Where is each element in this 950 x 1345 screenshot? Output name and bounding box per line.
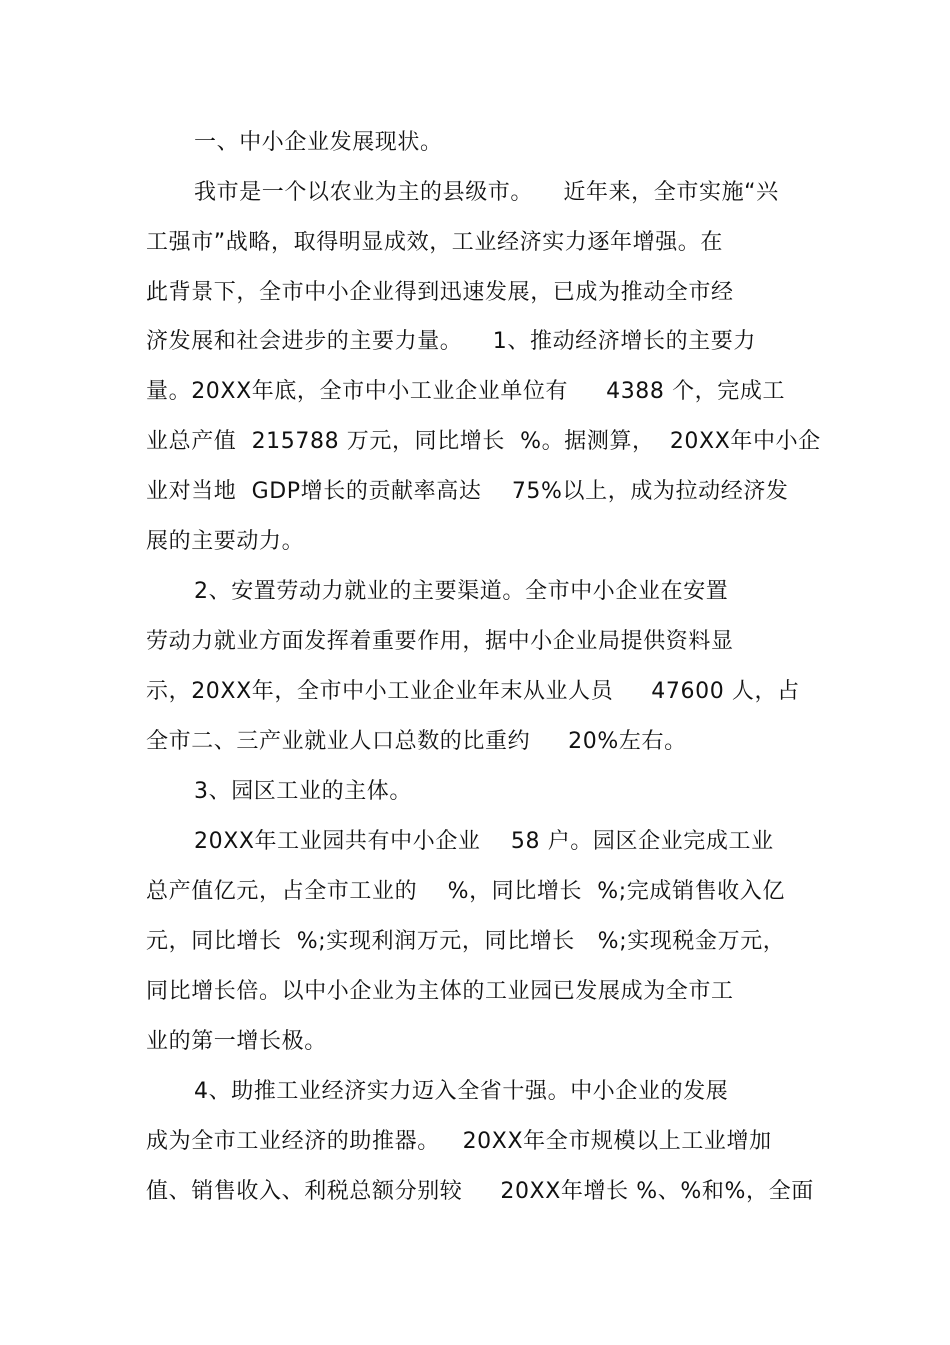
- paragraph-line: 工强市”战略，取得明显成效，工业经济实力逐年增强。在: [146, 230, 723, 255]
- paragraph-line: 4、助推工业经济实力迈入全省十强。中小企业的发展: [194, 1079, 729, 1104]
- paragraph-line: 全市二、三产业就业人口总数的比重约 20%左右。: [146, 729, 687, 754]
- heading-item-3: 3、园区工业的主体。: [194, 779, 412, 804]
- paragraph-line: 成为全市工业经济的助推器。 20XX年全市规模以上工业增加: [146, 1129, 772, 1154]
- paragraph-line: 我市是一个以农业为主的县级市。 近年来，全市实施“兴: [194, 180, 779, 205]
- paragraph-line: 2、安置劳动力就业的主要渠道。全市中小企业在安置: [194, 579, 729, 604]
- paragraph-line: 业的第一增长极。: [146, 1029, 327, 1054]
- paragraph-line: 元，同比增长 %;实现利润万元，同比增长 %;实现税金万元，: [146, 929, 786, 954]
- paragraph-line: 此背景下，全市中小企业得到迅速发展，已成为推动全市经: [146, 280, 734, 305]
- paragraph-line: 济发展和社会进步的主要力量。 1、推动经济增长的主要力: [146, 329, 756, 354]
- paragraph-line: 值、销售收入、利税总额分别较 20XX年增长 %、%和%，全面: [146, 1179, 814, 1204]
- paragraph-line: 示，20XX年，全市中小工业企业年末从业人员 47600 人，占: [146, 679, 800, 704]
- paragraph-line: 量。20XX年底，全市中小工业企业单位有 4388 个，完成工: [146, 379, 786, 404]
- paragraph-line: 展的主要动力。: [146, 529, 305, 554]
- paragraph-line: 同比增长倍。以中小企业为主体的工业园已发展成为全市工: [146, 979, 734, 1004]
- paragraph-line: 业总产值 215788 万元，同比增长 %。据测算， 20XX年中小企: [146, 429, 821, 454]
- paragraph-line: 业对当地 GDP增长的贡献率高达 75%以上，成为拉动经济发: [146, 479, 789, 504]
- paragraph-line: 20XX年工业园共有中小企业 58 户。园区企业完成工业: [194, 829, 774, 854]
- paragraph-line: 劳动力就业方面发挥着重要作用，据中小企业局提供资料显: [146, 629, 734, 654]
- paragraph-line: 总产值亿元，占全市工业的 %，同比增长 %;完成销售收入亿: [146, 879, 785, 904]
- heading-section-1: 一、中小企业发展现状。: [194, 130, 443, 155]
